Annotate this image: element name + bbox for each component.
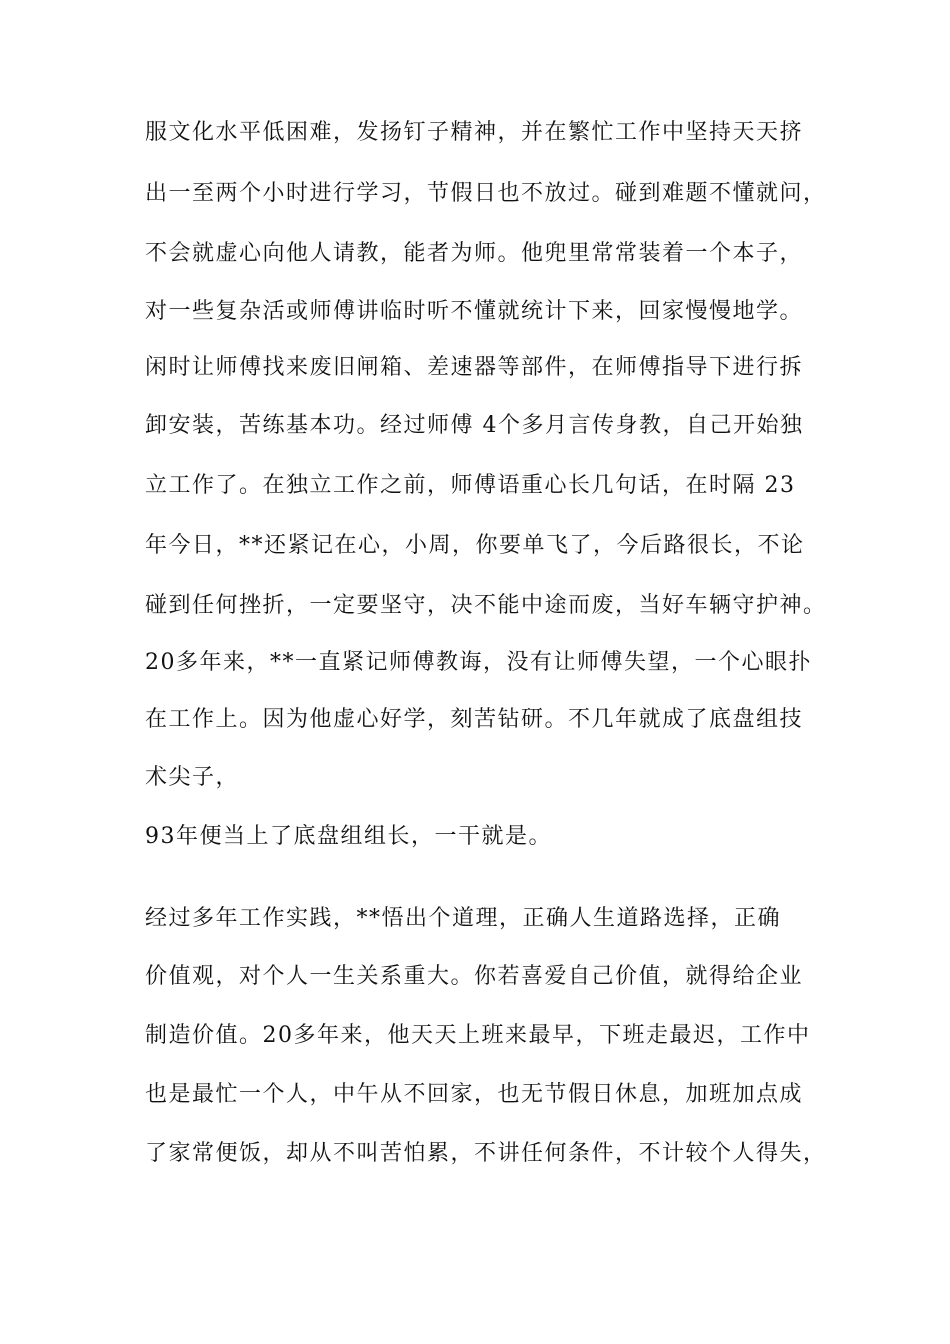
text-line: 经过多年工作实践，**悟出个道理，正确人生道路选择，正确	[145, 906, 782, 931]
text-line: 对一些复杂活或师傅讲临时听不懂就统计下来，回家慢慢地学。	[145, 299, 804, 324]
text-line: 在工作上。因为他虚心好学，刻苦钻研。不几年就成了底盘组技	[145, 707, 804, 732]
text-line: 服文化水平低困难，发扬钉子精神，并在繁忙工作中坚持天天挤	[145, 120, 804, 145]
text-line: 制造价值。20多年来，他天天上班来最早，下班走最迟，工作中	[145, 1023, 811, 1048]
text-line: 术尖子，	[145, 765, 240, 790]
text-line: 碰到任何挫折，一定要坚守，决不能中途而废，当好车辆守护神。	[145, 593, 827, 618]
text-line: 也是最忙一个人，中午从不回家，也无节假日休息，加班加点成	[145, 1082, 804, 1107]
text-line: 93年便当上了底盘组组长，一干就是。	[145, 824, 552, 849]
text-line: 立工作了。在独立工作之前，师傅语重心长几句话，在时隔 23	[145, 473, 796, 498]
text-line: 价值观，对个人一生关系重大。你若喜爱自己价值，就得给企业	[145, 964, 804, 989]
text-line: 了家常便饭，却从不叫苦怕累，不讲任何条件，不计较个人得失，	[145, 1141, 827, 1166]
text-line: 出一至两个小时进行学习，节假日也不放过。碰到难题不懂就问，	[145, 181, 827, 206]
text-line: 年今日，**还紧记在心，小周，你要单飞了，今后路很长，不论	[145, 533, 805, 558]
text-line: 不会就虚心向他人请教，能者为师。他兜里常常装着一个本子，	[145, 241, 804, 266]
text-line: 卸安装，苦练基本功。经过师傅 4个多月言传身教，自己开始独	[145, 413, 804, 438]
text-line: 闲时让师傅找来废旧闸箱、差速器等部件，在师傅指导下进行拆	[145, 355, 804, 380]
text-line: 20多年来，**一直紧记师傅教诲，没有让师傅失望，一个心眼扑	[145, 650, 812, 675]
